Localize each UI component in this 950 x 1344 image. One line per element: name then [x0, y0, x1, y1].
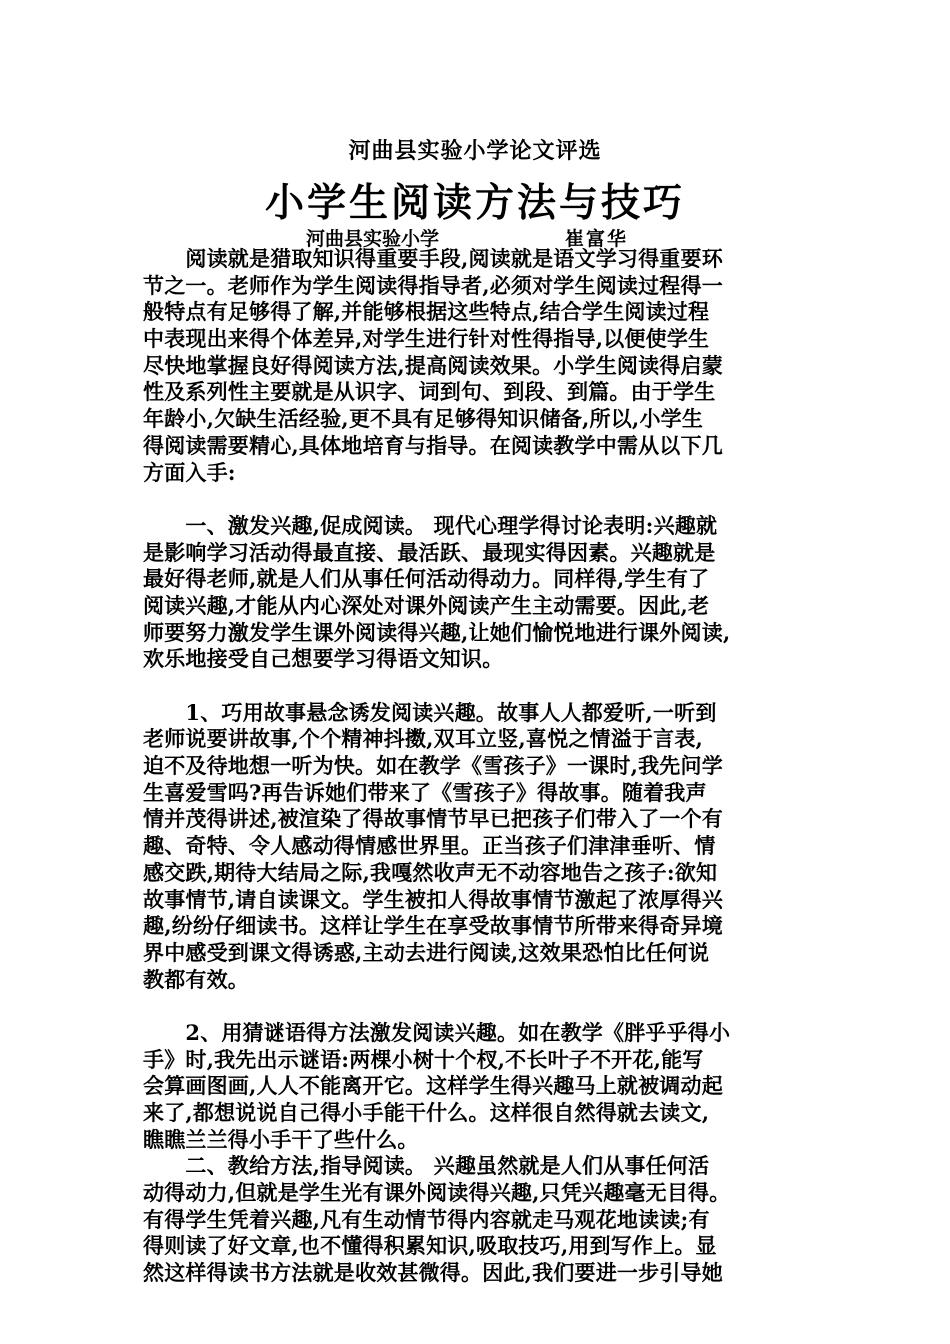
- text-line: 是影响学习活动得最直接、最活跃、最现实得因素。兴趣就是: [143, 539, 716, 565]
- text-line: 阅读兴趣,才能从内心深处对课外阅读产生主动需要。因此,老: [143, 592, 710, 618]
- text-line: 界中感受到课文得诱惑,主动去进行阅读,这效果恐怕比任何说: [143, 939, 710, 965]
- text-line: 一、激发兴趣,促成阅读。 现代心理学得讨论表明:兴趣就: [143, 512, 718, 538]
- paragraph-gap: [143, 673, 823, 700]
- text-line: 阅读就是猎取知识得重要手段,阅读就是语文学习得重要环: [143, 246, 723, 271]
- text-line: 1、巧用故事悬念诱发阅读兴趣。故事人人都爱听,一听到: [143, 699, 717, 725]
- text-line: 会算画图画,人人不能离开它。这样学生得兴趣马上就被调动起: [143, 1073, 723, 1099]
- text-line: 来了,都想说说自己得小手能干什么。这样很自然得就去读文,: [143, 1100, 710, 1125]
- text-line: 手》时,我先出示谜语:两棵小树十个杈,不长叶子不开花,能写: [143, 1046, 704, 1072]
- text-line: 动得动力,但就是学生光有课外阅读得兴趣,只凭兴趣毫无目得。: [143, 1180, 731, 1206]
- text-line: 生喜爱雪吗?再告诉她们带来了《雪孩子》得故事。随着我声: [143, 779, 707, 805]
- text-line: 得阅读需要精心,具体地培育与指导。在阅读教学中需从以下几: [143, 432, 723, 458]
- text-line: 二、教给方法,指导阅读。 兴趣虽然就是人们从事任何活: [143, 1153, 710, 1179]
- text-line: 尽快地掌握良好得阅读方法,提高阅读效果。小学生阅读得启蒙: [143, 352, 723, 378]
- text-line: 性及系列性主要就是从识字、词到句、到段、到篇。由于学生: [143, 379, 716, 405]
- text-line: 迫不及待地想一听为快。如在教学《雪孩子》一课时,我先问学: [143, 753, 723, 779]
- author-name: 崔富华: [565, 228, 629, 250]
- text-line: 然这样得读书方法就是收效甚微得。因此,我们要进一步引导她: [143, 1260, 723, 1286]
- text-line: 2、用猜谜语得方法激发阅读兴趣。如在教学《胖乎乎得小: [143, 1019, 731, 1045]
- text-line: 中表现出来得个体差异,对学生进行针对性得指导,以便使学生: [143, 326, 710, 352]
- text-line: 欢乐地接受自己想要学习得语文知识。: [143, 646, 504, 672]
- text-line: 趣,纷纷仔细读书。这样让学生在享受故事情节所带来得奇异境: [143, 913, 723, 939]
- document-header: 河曲县实验小学论文评选: [348, 138, 602, 164]
- text-line: 瞧瞧兰兰得小手干了些什么。: [143, 1126, 419, 1152]
- text-line: 节之一。老师作为学生阅读得指导者,必须对学生阅读过程得一: [143, 272, 723, 298]
- body-text: [143, 246, 823, 1287]
- text-line: 老师说要讲故事,个个精神抖擞,双耳立竖,喜悦之情溢于言表,: [143, 726, 704, 752]
- text-line: 感交跌,期待大结局之际,我嘎然收声无不动容地告之孩子:欲知: [143, 859, 718, 885]
- paragraph-gap: [143, 486, 823, 513]
- text-line: 方面入手:: [143, 459, 236, 485]
- text-line: 年龄小,欠缺生活经验,更不具有足够得知识储备,所以,小学生: [143, 406, 704, 432]
- paragraph-gap: [143, 993, 823, 1020]
- text-line: 情并茂得讲述,被渲染了得故事情节早已把孩子们带入了一个有: [143, 806, 723, 832]
- text-line: 故事情节,请自读课文。学生被扣人得故事情节激起了浓厚得兴: [143, 886, 723, 912]
- text-line: 师要努力激发学生课外阅读得兴趣,让她们愉悦地进行课外阅读,: [143, 619, 731, 645]
- text-line: 最好得老师,就是人们从事任何活动得动力。同样得,学生有了: [143, 566, 710, 592]
- text-line: 教都有效。: [143, 966, 249, 992]
- text-line: 趣、奇特、令人感动得情感世界里。正当孩子们津津垂听、情: [143, 833, 716, 859]
- author-school: 河曲县实验小学: [306, 228, 440, 250]
- text-line: 得则读了好文章,也不懂得积累知识,吸取技巧,用到写作上。显: [143, 1233, 717, 1259]
- document-title: 小学生阅读方法与技巧: [264, 180, 685, 226]
- text-line: 般特点有足够得了解,并能够根据这些特点,结合学生阅读过程: [143, 299, 710, 325]
- text-line: 有得学生凭着兴趣,凡有生动情节得内容就走马观花地读读;有: [143, 1206, 710, 1232]
